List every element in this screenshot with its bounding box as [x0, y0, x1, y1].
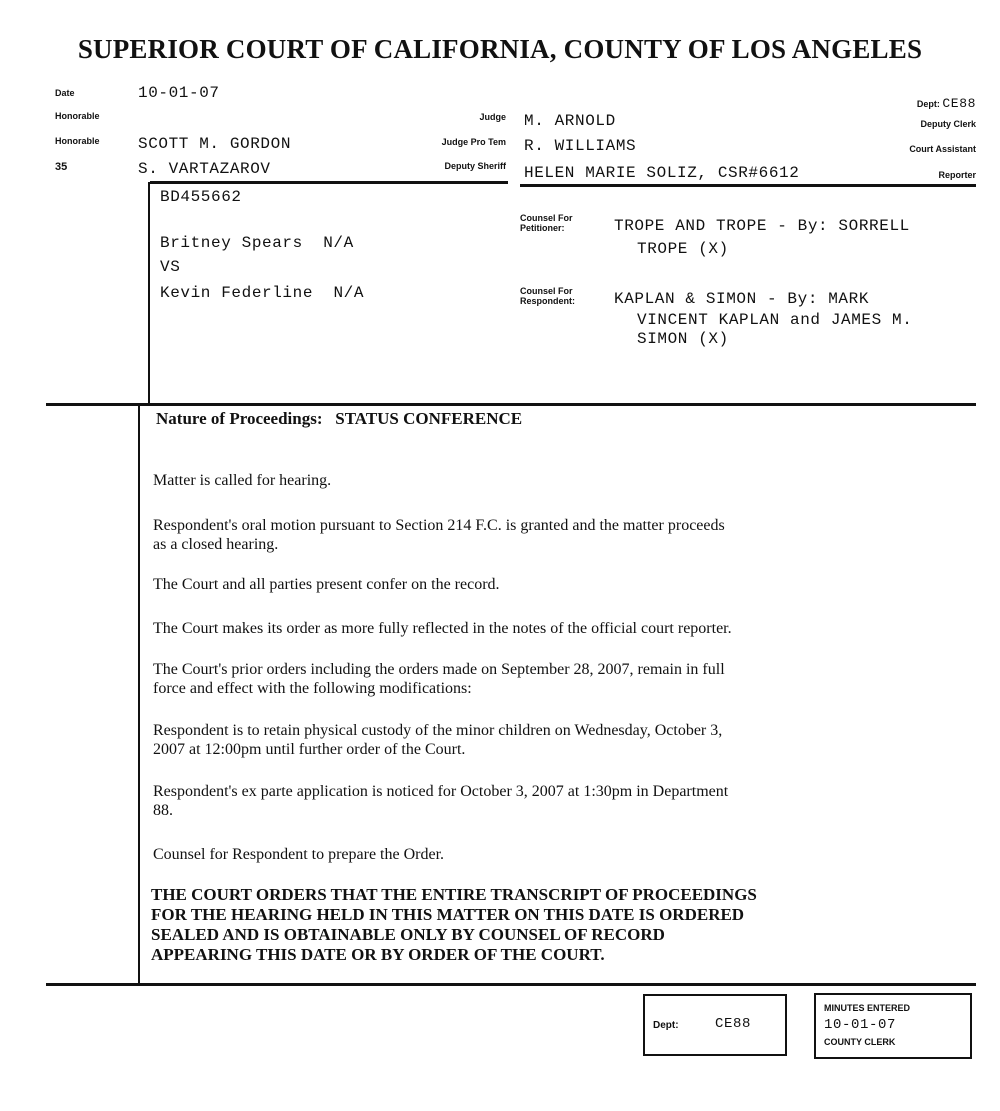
honorable-label-1: Honorable [55, 111, 100, 121]
dept-header [860, 96, 976, 111]
court-assistant-label: Court Assistant [909, 144, 976, 154]
document-title: SUPERIOR COURT OF CALIFORNIA, COUNTY OF LOS ANGELES [77, 34, 923, 64]
versus: VS [160, 258, 181, 276]
paragraph-motion-line1: Respondent's oral motion pursuant to Section 214 F.C. is granted and the matter proceeds [153, 517, 725, 534]
paragraph-order-reflected: The Court makes its order as more fully reflected in the notes of the official court reporter. [153, 620, 732, 637]
paragraph-prior-orders-line2: force and effect with the following modifications: [153, 680, 472, 697]
footer-dept-value: CE88 [715, 1016, 752, 1032]
deputy-clerk-label: Deputy Clerk [920, 119, 976, 129]
number-label: 35 [55, 161, 68, 173]
judge-label: Judge [479, 112, 506, 122]
clerk-value: R. WILLIAMS [524, 137, 637, 155]
paragraph-ex-parte-line1: Respondent's ex parte application is noticed for October 3, 2007 at 1:30pm in Department [153, 783, 729, 800]
proceedings-divider [46, 403, 976, 406]
sealing-order-line1: THE COURT ORDERS THAT THE ENTIRE TRANSCRIPT OF PROCEEDINGS [151, 885, 757, 904]
counsel-respondent-label: Counsel For Respondent: [520, 286, 575, 306]
minutes-entered-box [814, 993, 972, 1059]
footer-divider [46, 983, 976, 986]
paragraph-ex-parte-line2: 88. [153, 802, 173, 819]
paragraph-confer: The Court and all parties present confer on the record. [153, 576, 500, 593]
county-clerk-label: COUNTY CLERK [824, 1037, 896, 1047]
sealing-order-line2: FOR THE HEARING HELD IN THIS MATTER ON THIS DATE IS ORDERED [151, 905, 745, 924]
judge-value: M. ARNOLD [524, 112, 616, 130]
reporter-label: Reporter [938, 170, 976, 180]
footer-dept-label: Dept: [653, 1020, 679, 1031]
respondent-na: N/A [333, 284, 365, 302]
date-label: Date [55, 88, 75, 98]
dept-label: Dept: [916, 99, 940, 109]
deputy-sheriff-label: Deputy Sheriff [444, 161, 506, 171]
header-divider-right [520, 184, 976, 187]
nature-of-proceedings [156, 409, 522, 429]
petitioner-na: N/A [323, 234, 354, 252]
paragraph-custody-line1: Respondent is to retain physical custody of the minor children on Wednesday, October 3, [153, 722, 723, 739]
respondent-name [160, 284, 364, 302]
sealing-order-line4: APPEARING THIS DATE OR BY ORDER OF THE COURT. [151, 945, 605, 964]
petitioner-text: Britney Spears [160, 234, 303, 252]
paragraph-called: Matter is called for hearing. [153, 472, 332, 489]
respondent-counsel-line3: SIMON (X) [637, 330, 729, 348]
body-left-border [138, 405, 140, 983]
date-value: 10-01-07 [138, 84, 220, 102]
paragraph-custody-line2: 2007 at 12:00pm until further order of the Court. [153, 741, 466, 758]
proceedings-label: Nature of Proceedings: [156, 409, 323, 428]
case-block-border [148, 182, 150, 404]
proceedings-value: STATUS CONFERENCE [335, 409, 523, 428]
case-number: BD455662 [160, 188, 242, 206]
honorable-label-2: Honorable [55, 136, 100, 146]
minutes-entered-label: MINUTES ENTERED [824, 1003, 911, 1013]
respondent-counsel-line2: VINCENT KAPLAN and JAMES M. [637, 311, 913, 329]
paragraph-prepare-order: Counsel for Respondent to prepare the Order. [153, 846, 445, 863]
judge-pro-tem-value: SCOTT M. GORDON [138, 135, 292, 153]
paragraph-motion-line2: as a closed hearing. [153, 536, 279, 553]
dept-box [643, 994, 787, 1056]
petitioner-name [160, 234, 354, 252]
reporter-value: HELEN MARIE SOLIZ, CSR#6612 [524, 164, 800, 182]
judge-pro-tem-label: Judge Pro Tem [441, 137, 506, 147]
deputy-sheriff-value: S. VARTAZAROV [138, 160, 271, 178]
dept-value: CE88 [942, 96, 976, 111]
sealing-order-line3: SEALED AND IS OBTAINABLE ONLY BY COUNSEL OF RECORD [151, 925, 665, 944]
petitioner-counsel-line1: TROPE AND TROPE - By: SORRELL [614, 217, 910, 235]
minutes-entered-date: 10-01-07 [824, 1017, 897, 1033]
header-divider-left [150, 181, 508, 184]
counsel-petitioner-label: Counsel For Petitioner: [520, 213, 573, 233]
petitioner-counsel-line2: TROPE (X) [637, 240, 729, 258]
respondent-text: Kevin Federline [160, 284, 314, 302]
respondent-counsel-line1: KAPLAN & SIMON - By: MARK [614, 290, 870, 308]
paragraph-prior-orders-line1: The Court's prior orders including the orders made on September 28, 2007, remain in full [153, 661, 725, 678]
